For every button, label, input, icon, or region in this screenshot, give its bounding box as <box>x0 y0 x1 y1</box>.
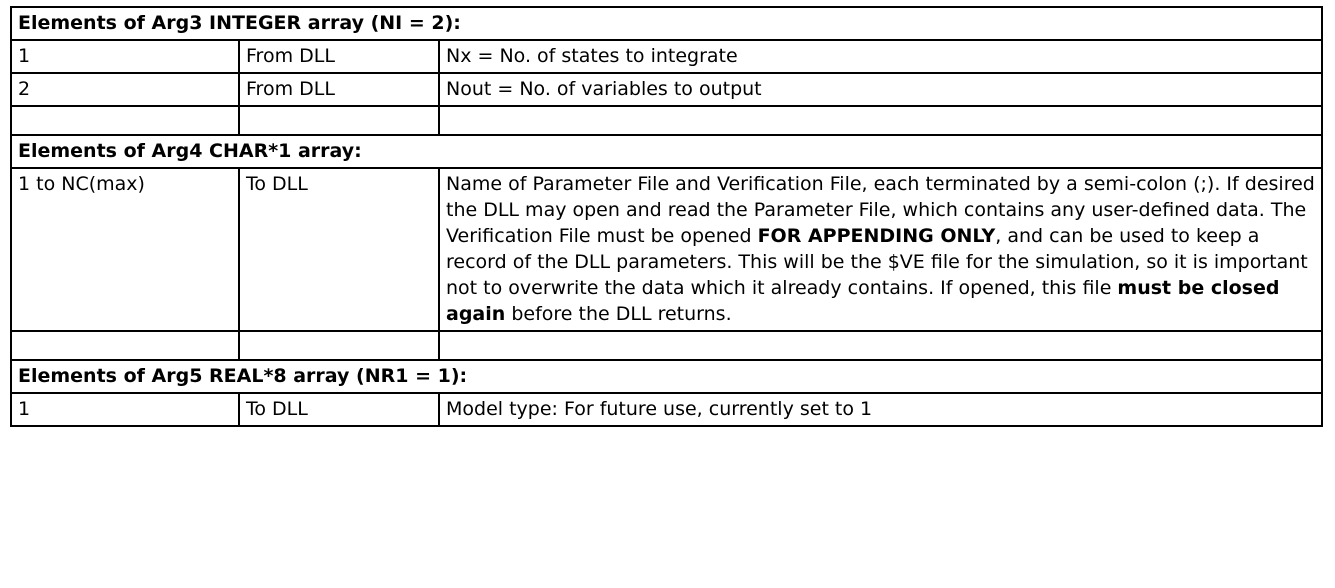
row-index: 2 <box>11 73 239 106</box>
spacer-row <box>11 331 1322 360</box>
section-header-row <box>11 7 1322 40</box>
spacer-cell-direction <box>239 106 439 135</box>
row-index: 1 <box>11 393 239 426</box>
spacer-cell-direction <box>239 331 439 360</box>
section-header-row <box>11 135 1322 168</box>
spacer-cell-description <box>439 106 1322 135</box>
spacer-cell-index <box>11 106 239 135</box>
section-header-row <box>11 360 1322 393</box>
row-index: 1 to NC(max) <box>11 168 239 331</box>
row-direction: From DLL <box>239 40 439 73</box>
row-description: Nout = No. of variables to output <box>439 73 1322 106</box>
row-description: Nx = No. of states to integrate <box>439 40 1322 73</box>
table-row <box>11 40 1322 73</box>
dll-argument-specification-table <box>10 6 1323 427</box>
row-direction: To DLL <box>239 168 439 331</box>
spacer-row <box>11 106 1322 135</box>
row-description: Model type: For future use, currently set to 1 <box>439 393 1322 426</box>
section-heading: Elements of Arg4 CHAR*1 array: <box>11 135 1322 168</box>
section-heading: Elements of Arg5 REAL*8 array (NR1 = 1): <box>11 360 1322 393</box>
spacer-cell-description <box>439 331 1322 360</box>
specification-document <box>10 6 1323 427</box>
section-heading: Elements of Arg3 INTEGER array (NI = 2): <box>11 7 1322 40</box>
row-index: 1 <box>11 40 239 73</box>
spacer-cell-index <box>11 331 239 360</box>
row-description: Name of Parameter File and Verification File, each terminated by a semi-colon (;). If desired the DLL may open and read the Parameter File, which contains any user-defined data. The Verification File must be opened FOR APPENDING ONLY, and can be used to keep a record of the DLL parameters. This will be the $VE file for the simulation, so it is important not to overwrite the data which it already contains. If opened, this file must be closed again before the DLL returns. <box>439 168 1322 331</box>
row-direction: From DLL <box>239 73 439 106</box>
table-row <box>11 73 1322 106</box>
table-row <box>11 168 1322 331</box>
table-row <box>11 393 1322 426</box>
row-direction: To DLL <box>239 393 439 426</box>
